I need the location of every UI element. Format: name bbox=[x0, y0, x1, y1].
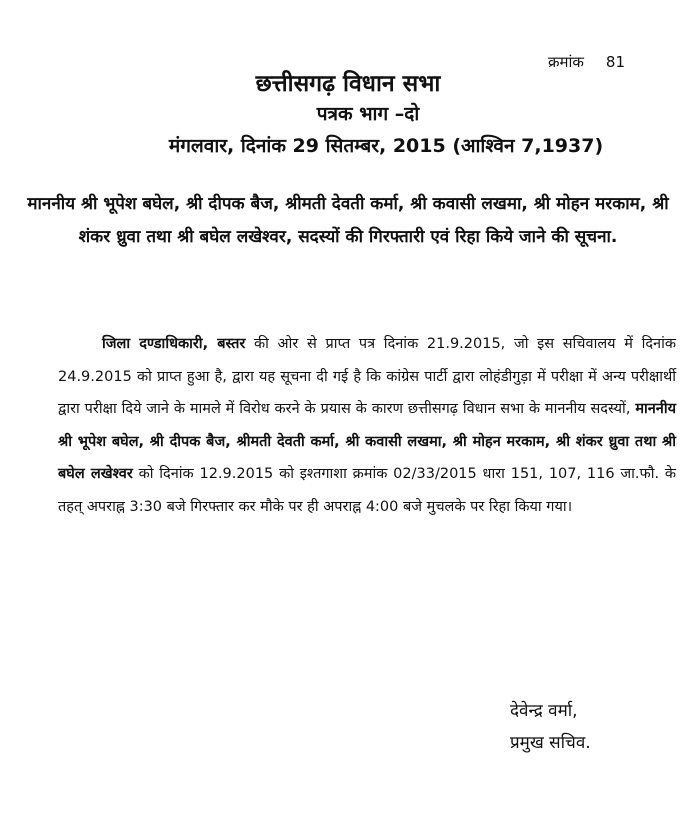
signatory-name: देवेन्द्र वर्मा, bbox=[510, 701, 578, 721]
signatory-designation: प्रमुख सचिव. bbox=[510, 733, 591, 753]
body-text-part-1: की ओर से प्राप्त पत्र दिनांक 21.9.2015, जो इस सचिवालय में दिनांक 24.9.2015 को प्राप्त हुआ है, द्वारा यह सूचना दी गई है कि कांग्रेस पार्टी द्वारा लोहंडीगुड़ा में परीक्षा में अन्य परीक्षार्थी द्वारा परीक्षा दिये जाने के मामले में विरोध करने के प्रयास के कारण छत्तीसगढ़ विधान सभा के माननीय सदस्यों, bbox=[58, 336, 676, 417]
body-text-part-2: को दिनांक 12.9.2015 को इश्तगाशा क्रमांक 02/33/2015 धारा 151, 107, 116 जा.फौ. के तहत् अपराह्न 3:30 बजे गिरफ्तार कर मौके पर ही अपराह्न 4:00 बजे मुचलके पर रिहा किया गया। bbox=[58, 466, 677, 515]
dateline: मंगलवार, दिनांक 29 सितम्बर, 2015 (आश्विन 7,1937) bbox=[168, 135, 604, 157]
body-members: माननीय श्री भूपेश बघेल, श्री दीपक बैज, श्रीमती देवती कर्मा, श्री कवासी लखमा, श्री मोहन मरकाम, श्री शंकर ध्रुवा तथा श्री बघेल लखेश्वर bbox=[58, 401, 676, 482]
body-authority: जिला दण्डाधिकारी, बस्तर bbox=[102, 336, 246, 352]
page-title: छत्तीसगढ़ विधान सभा bbox=[255, 71, 441, 97]
subject-heading: माननीय श्री भूपेश बघेल, श्री दीपक बैज, श्रीमती देवती कर्मा, श्री कवासी लखमा, श्री मोहन मरकाम, श्री शंकर ध्रुवा तथा श्री बघेल लखेश्वर, सदस्यों की गिरफ्तारी एवं रिहा किये जाने की सूचना. bbox=[27, 194, 669, 247]
page-subtitle: पत्रक भाग –दो bbox=[316, 103, 420, 125]
serial-value: 81 bbox=[605, 53, 625, 71]
body-paragraph bbox=[58, 328, 676, 523]
serial-label: क्रमांक bbox=[548, 53, 584, 71]
